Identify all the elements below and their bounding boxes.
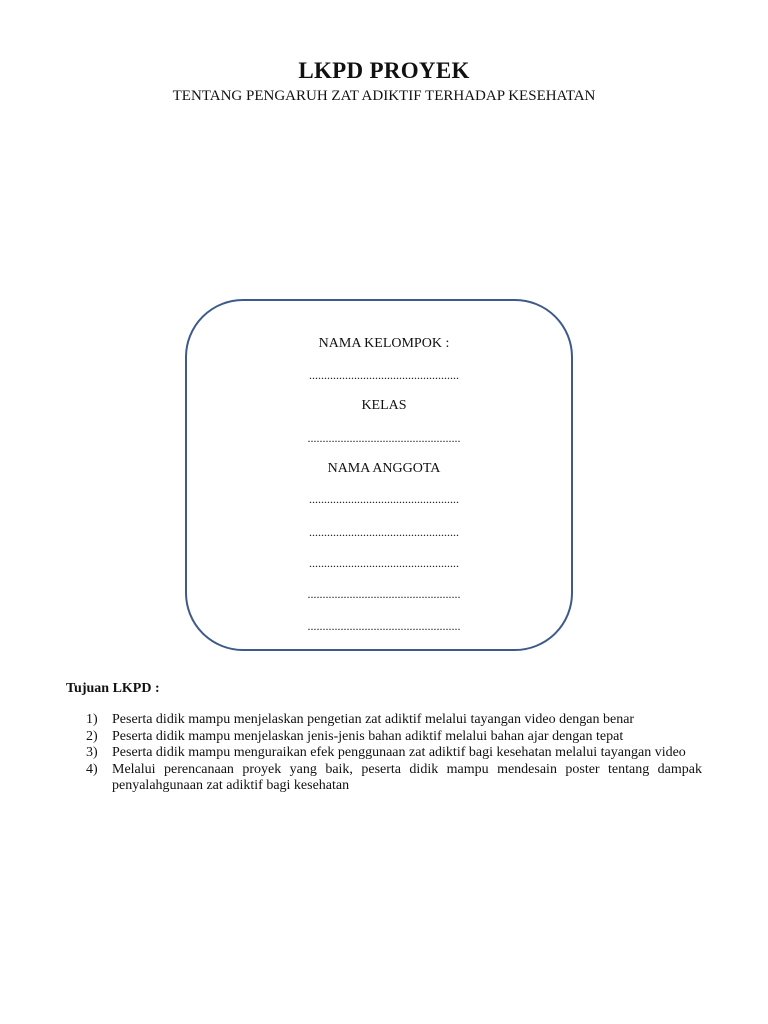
document-title: LKPD PROYEK bbox=[298, 58, 470, 83]
objective-text: Peserta didik mampu menjelaskan pengetian zat adiktif melalui tayangan video dengan benar bbox=[112, 712, 635, 727]
objective-item bbox=[86, 729, 702, 746]
group-name-label: NAMA KELOMPOK : bbox=[318, 336, 450, 351]
objective-item bbox=[86, 745, 702, 762]
objective-item bbox=[86, 762, 702, 795]
objective-text: Melalui perencanaan proyek yang baik, peserta didik mampu mendesain poster tentang dampak penyalahgunaan zat adiktif bagi kesehatan bbox=[112, 761, 702, 793]
member-blank: .................................................. bbox=[309, 556, 459, 570]
objective-text: Peserta didik mampu menguraikan efek penggunaan zat adiktif bagi kesehatan melalui tayangan video bbox=[112, 745, 686, 760]
class-blank: ................................................... bbox=[307, 431, 461, 445]
objective-number: 1) bbox=[86, 712, 98, 727]
member-blank: ................................................... bbox=[307, 619, 461, 633]
objective-number: 4) bbox=[86, 761, 98, 777]
member-blank: .................................................. bbox=[309, 492, 459, 506]
objective-number: 3) bbox=[86, 745, 98, 760]
class-label: KELAS bbox=[361, 398, 407, 413]
group-name-blank: .................................................. bbox=[309, 368, 459, 382]
member-blank: ................................................... bbox=[307, 587, 461, 601]
members-label: NAMA ANGGOTA bbox=[327, 461, 441, 476]
objectives-heading: Tujuan LKPD : bbox=[66, 681, 160, 696]
member-blank: .................................................. bbox=[309, 525, 459, 539]
document-subtitle: TENTANG PENGARUH ZAT ADIKTIF TERHADAP KESEHATAN bbox=[172, 88, 596, 104]
objective-number: 2) bbox=[86, 728, 98, 744]
objective-item bbox=[86, 712, 702, 729]
objective-text: Peserta didik mampu menjelaskan jenis-jenis bahan adiktif melalui bahan ajar dengan tepat bbox=[112, 728, 624, 744]
objectives-list bbox=[86, 712, 702, 795]
